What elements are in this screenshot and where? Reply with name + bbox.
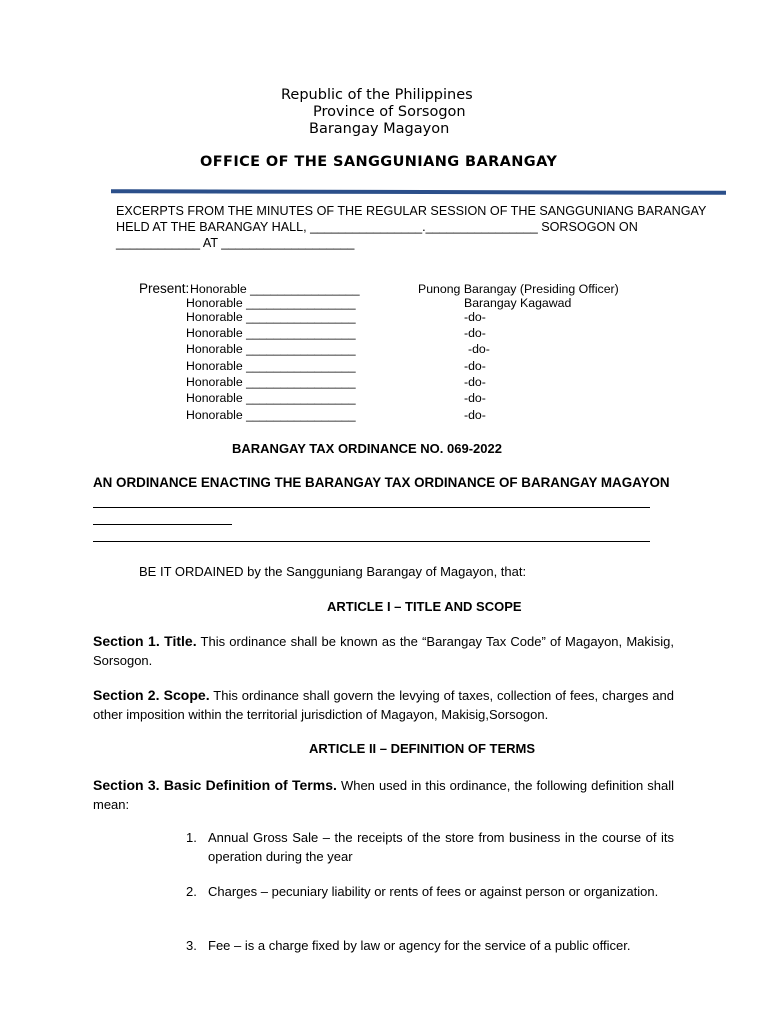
excerpt-line-1: EXCERPTS FROM THE MINUTES OF THE REGULAR SESSION OF THE SANGGUNIANG BARANGAY [116, 204, 707, 218]
present-name-8: Honorable ________________ [186, 391, 356, 405]
present-role-6: -do- [464, 359, 486, 373]
section-2-label: Section 2. Scope. [93, 687, 210, 703]
article-1-heading: ARTICLE I – TITLE AND SCOPE [327, 599, 522, 614]
present-role-2: Barangay Kagawad [464, 296, 572, 310]
section-1-text: This ordinance shall be known as the “Barangay Tax Code” of Magayon, Makisig, Sorsogon. [93, 634, 674, 668]
section-3 [93, 776, 674, 814]
excerpt-line-3: ____________ AT ___________________ [116, 236, 355, 250]
definition-3-text: Fee – is a charge fixed by law or agency for the service of a public officer. [208, 938, 631, 953]
title-blank-line-3 [93, 541, 650, 542]
ordinance-number: BARANGAY TAX ORDINANCE NO. 069-2022 [232, 441, 502, 456]
present-role-8: -do- [464, 391, 486, 405]
title-blank-line-1 [93, 507, 650, 508]
present-name-4: Honorable ________________ [186, 326, 356, 340]
ordinance-title: AN ORDINANCE ENACTING THE BARANGAY TAX ORDINANCE OF BARANGAY MAGAYON [93, 475, 670, 490]
present-role-3: -do- [464, 310, 486, 324]
section-2 [93, 686, 674, 724]
present-label: Present: [139, 281, 190, 296]
header-province: Province of Sorsogon [313, 104, 466, 120]
present-name-9: Honorable ________________ [186, 408, 356, 422]
section-3-text: When used in this ordinance, the following definition shall mean: [93, 778, 674, 812]
section-1 [93, 632, 674, 670]
present-role-4: -do- [464, 326, 486, 340]
definition-3-number: 3. [186, 938, 197, 953]
present-role-7: -do- [464, 375, 486, 389]
article-2-heading: ARTICLE II – DEFINITION OF TERMS [309, 741, 536, 756]
title-blank-line-2 [93, 524, 232, 525]
header-republic: Republic of the Philippines [281, 87, 473, 103]
section-2-text: This ordinance shall govern the levying of taxes, collection of fees, charges and other imposition within the territorial jurisdiction of Magayon, Makisig,Sorsogon. [93, 688, 674, 722]
present-name-1: Honorable ________________ [190, 282, 360, 296]
present-role-9: -do- [464, 408, 486, 422]
present-name-3: Honorable ________________ [186, 310, 356, 324]
present-role-5: -do- [468, 342, 490, 356]
header-barangay: Barangay Magayon [309, 121, 450, 137]
definition-1-number: 1. [186, 830, 197, 845]
present-name-6: Honorable ________________ [186, 359, 356, 373]
office-title: OFFICE OF THE SANGGUNIANG BARANGAY [200, 154, 558, 170]
header-divider [111, 189, 726, 195]
present-role-1: Punong Barangay (Presiding Officer) [418, 282, 619, 296]
definition-1-text: Annual Gross Sale – the receipts of the store from business in the course of its operation during the year [208, 830, 674, 864]
section-1-label: Section 1. Title. [93, 633, 197, 649]
present-name-2: Honorable ________________ [186, 296, 356, 310]
ordained-clause: BE IT ORDAINED by the Sangguniang Barangay of Magayon, that: [139, 564, 527, 579]
present-name-5: Honorable ________________ [186, 342, 356, 356]
definition-2-number: 2. [186, 884, 197, 899]
section-3-label: Section 3. Basic Definition of Terms. [93, 777, 337, 793]
excerpt-line-2: HELD AT THE BARANGAY HALL, ________________.________________ SORSOGON ON [116, 220, 638, 234]
present-name-7: Honorable ________________ [186, 375, 356, 389]
definition-2-text: Charges – pecuniary liability or rents of fees or against person or organization. [208, 884, 659, 899]
